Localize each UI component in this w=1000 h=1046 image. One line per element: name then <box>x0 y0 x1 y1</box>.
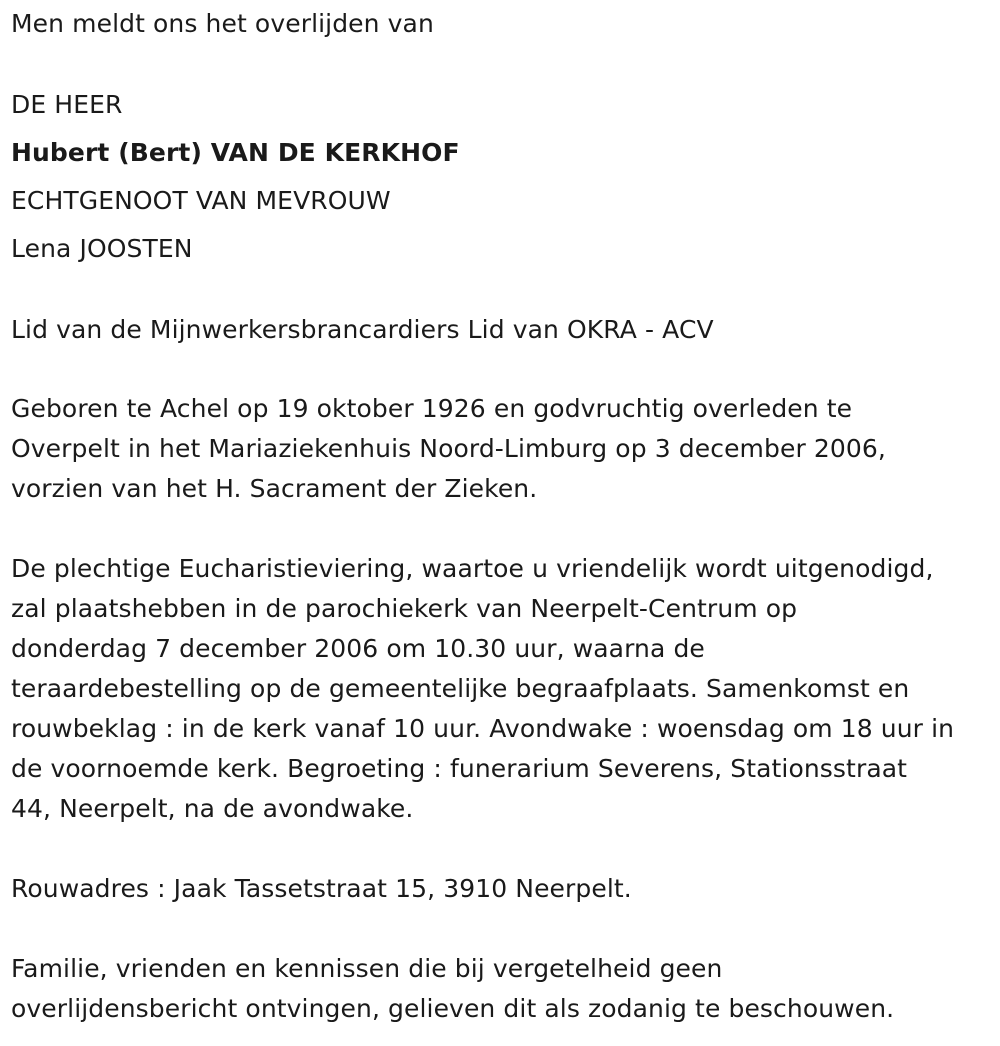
ceremony-line: 44, Neerpelt, na de avondwake. <box>11 794 414 823</box>
ceremony-line: teraardebestelling op de gemeentelijke begraafplaats. Samenkomst en <box>11 674 910 703</box>
ceremony-line: rouwbeklag : in de kerk vanaf 10 uur. Avondwake : woensdag om 18 uur in <box>11 714 955 743</box>
ceremony-line: de voornoemde kerk. Begroeting : funerarium Severens, Stationsstraat <box>11 754 908 783</box>
deceased-name: Hubert (Bert) VAN DE KERKHOF <box>11 138 460 167</box>
spouse-title: ECHTGENOOT VAN MEVROUW <box>11 186 391 215</box>
closing-line: Familie, vrienden en kennissen die bij vergetelheid geen <box>11 954 723 983</box>
memberships: Lid van de Mijnwerkersbrancardiers Lid van OKRA - ACV <box>11 315 714 344</box>
birth-death-line: Overpelt in het Mariaziekenhuis Noord-Limburg op 3 december 2006, <box>11 434 886 463</box>
ceremony-line: zal plaatshebben in de parochiekerk van Neerpelt-Centrum op <box>11 594 798 623</box>
mourning-address: Rouwadres : Jaak Tassetstraat 15, 3910 Neerpelt. <box>11 874 632 903</box>
ceremony-line: donderdag 7 december 2006 om 10.30 uur, waarna de <box>11 634 705 663</box>
spouse-name: Lena JOOSTEN <box>11 234 193 263</box>
salutation: DE HEER <box>11 90 123 119</box>
birth-death-line: Geboren te Achel op 19 oktober 1926 en godvruchtig overleden te <box>11 394 853 423</box>
ceremony-line: De plechtige Eucharistieviering, waartoe u vriendelijk wordt uitgenodigd, <box>11 554 934 583</box>
closing-line: overlijdensbericht ontvingen, gelieven dit als zodanig te beschouwen. <box>11 994 895 1023</box>
intro-text: Men meldt ons het overlijden van <box>11 9 434 38</box>
birth-death-line: vorzien van het H. Sacrament der Zieken. <box>11 474 538 503</box>
